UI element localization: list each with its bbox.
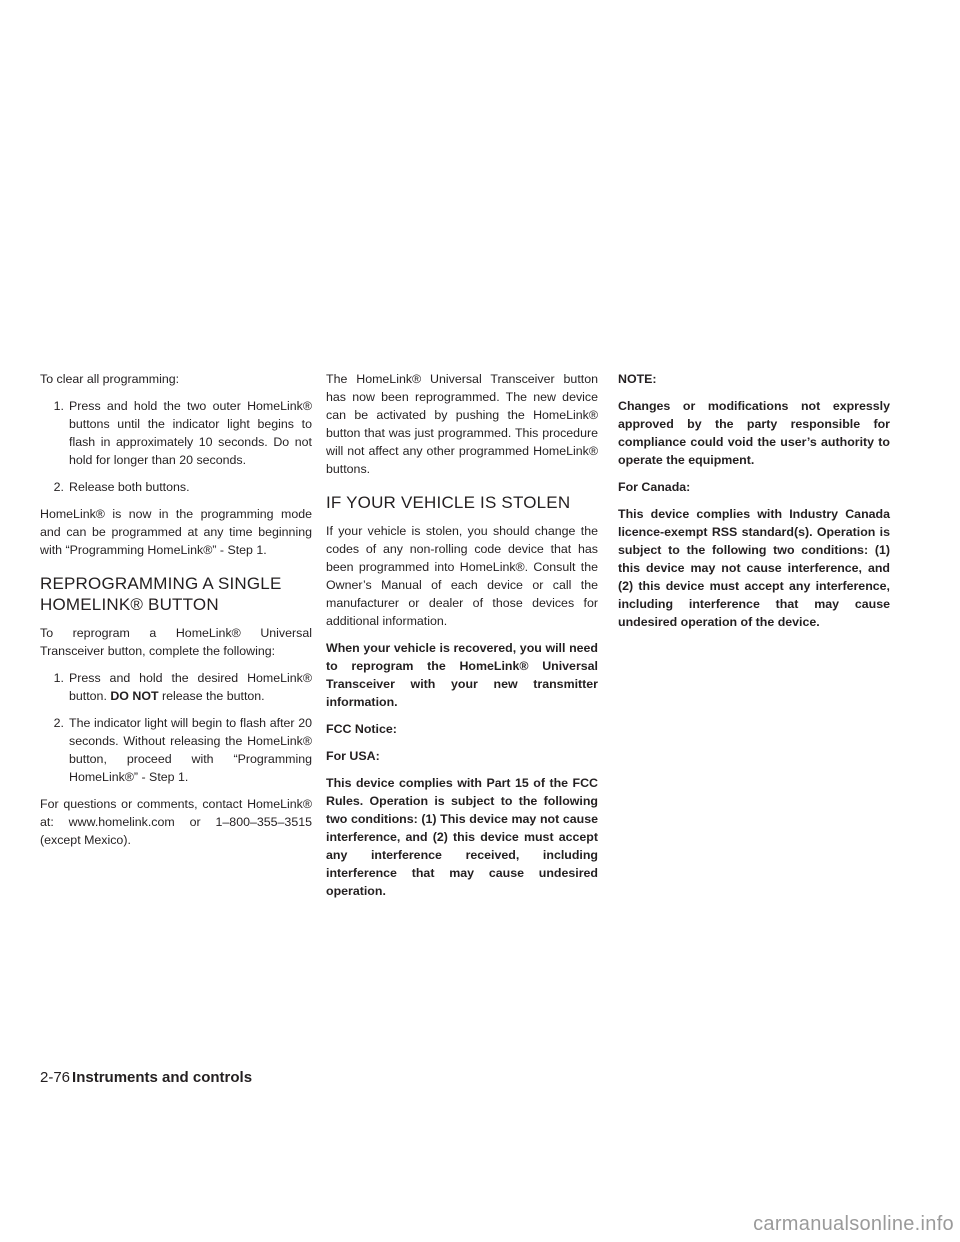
column-2 (326, 370, 598, 909)
watermark: carmanualsonline.info (753, 1213, 954, 1235)
column-3 (618, 370, 890, 640)
list-number: 2. (53, 480, 64, 494)
section-heading-stolen: IF YOUR VEHICLE IS STOLEN (326, 493, 571, 512)
note-label: NOTE: (618, 372, 657, 386)
clear-intro: To clear all programming: (40, 372, 180, 386)
page-footer (40, 1068, 252, 1088)
list-text: Release both buttons. (69, 480, 190, 494)
heading-line: HOMELINK® BUTTON (40, 595, 219, 614)
list-item (40, 714, 312, 786)
note-text: Changes or modifications not expressly approved by the party responsible for compliance could void the user’s authority to operate the equipment. (618, 399, 890, 467)
column-1 (40, 370, 312, 858)
programming-mode-text: HomeLink® is now in the programming mode and can be programmed at any time beginning with “Programming HomeLink®” - Step 1. (40, 507, 312, 557)
section-heading-reprogramming (40, 573, 312, 615)
list-number: 1. (53, 671, 64, 685)
recovered-text: When your vehicle is recovered, you will need to reprogram the HomeLink® Universal Transceiver with your new transmitter information. (326, 641, 598, 709)
list-text: The indicator light will begin to flash after 20 seconds. Without releasing the HomeLink® button, proceed with “Programming HomeLink®” - Step 1. (69, 716, 312, 784)
list-number: 1. (53, 399, 64, 413)
usa-compliance-text: This device complies with Part 15 of the FCC Rules. Operation is subject to the following two conditions: (1) This device may not cause interference, and (2) this device must accept any interference received, including interference that may cause undesired operation. (326, 776, 598, 898)
step-text: Press and hold the desired HomeLink® button. (69, 671, 312, 703)
list-text: Press and hold the two outer HomeLink® buttons until the indicator light begins to flash in approximately 10 seconds. Do not hold for longer than 20 seconds. (69, 399, 312, 467)
list-item (40, 478, 312, 496)
for-canada-label: For Canada: (618, 480, 691, 494)
warning-text: DO NOT (110, 689, 159, 703)
page-number: 2-76 (40, 1069, 71, 1086)
list-text (69, 669, 312, 705)
step-text: release the button. (158, 689, 265, 703)
canada-compliance-text: This device complies with Industry Canada licence-exempt RSS standard(s). Operation is subject to the following two conditions: (1) this device may not cause interference, and (2) this device must accept any interference, including interference that may cause undesired operation of the device. (618, 507, 890, 629)
section-title: Instruments and controls (72, 1069, 253, 1086)
fcc-notice-label: FCC Notice: (326, 722, 397, 736)
list-item (40, 397, 312, 469)
reprogram-intro: To reprogram a HomeLink® Universal Transceiver button, complete the following: (40, 626, 312, 658)
for-usa-label: For USA: (326, 749, 380, 763)
heading-line: REPROGRAMMING A SINGLE (40, 574, 282, 593)
contact-text: For questions or comments, contact HomeLink® at: www.homelink.com or 1–800–355–3515 (except Mexico). (40, 797, 312, 847)
reprogrammed-text: The HomeLink® Universal Transceiver button has now been reprogrammed. The new device can be activated by pushing the HomeLink® button that was just programmed. This procedure will not affect any other programmed HomeLink® buttons. (326, 372, 598, 476)
list-item (40, 669, 312, 705)
list-number: 2. (53, 716, 64, 730)
stolen-text: If your vehicle is stolen, you should change the codes of any non-rolling code device that has been programmed into HomeLink®. Consult the Owner’s Manual of each device or call the manufacturer or dealer of those devices for additional information. (326, 524, 598, 628)
